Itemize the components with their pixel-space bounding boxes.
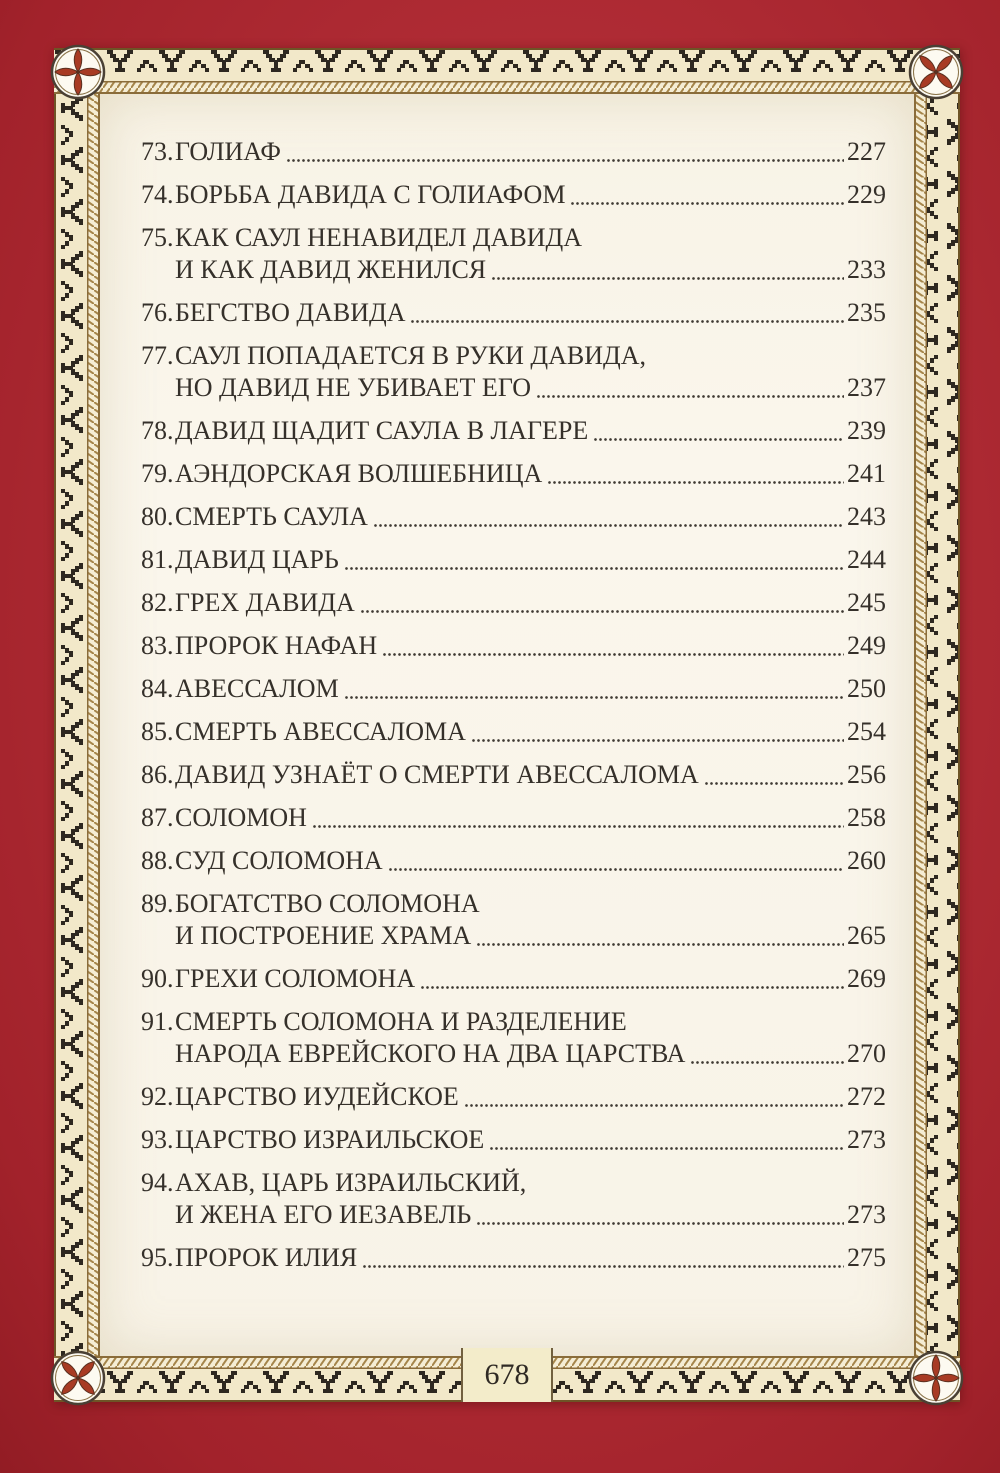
entry-title: СУД СОЛОМОНА (175, 846, 383, 875)
toc-entry-line (141, 1081, 886, 1113)
toc-entry-line (141, 340, 886, 372)
entry-number: 73. (141, 137, 174, 166)
entry-title: И КАК ДАВИД ЖЕНИЛСЯ (175, 255, 487, 284)
entry-page-number: 243 (847, 502, 886, 531)
corner-medallion-icon (907, 43, 965, 101)
entry-number: 74. (141, 180, 174, 209)
entry-title: ГРЕХ ДАВИДА (175, 588, 355, 617)
toc-entry-line (141, 415, 886, 447)
entry-number: 87. (141, 803, 174, 832)
toc-entry-line (141, 222, 886, 254)
dot-leader (411, 320, 844, 323)
entry-title: АВЕССАЛОМ (175, 674, 339, 703)
toc-entry-line (141, 1242, 886, 1274)
dot-leader (383, 653, 844, 656)
entry-page-number: 273 (847, 1125, 886, 1154)
entry-number: 88. (141, 846, 174, 875)
ornament-border-top (54, 48, 960, 94)
entry-title: БОГАТСТВО СОЛОМОНА (175, 889, 480, 918)
entry-title: ЦАРСТВО ИЗРАИЛЬСКОЕ (175, 1125, 485, 1154)
toc-entry-line (141, 673, 886, 705)
toc-entry (141, 1006, 886, 1070)
entry-page-number: 227 (847, 137, 886, 166)
entry-title: СМЕРТЬ СОЛОМОНА И РАЗДЕЛЕНИЕ (175, 1007, 627, 1036)
entry-number: 75. (141, 223, 174, 252)
entry-page-number: 256 (847, 760, 886, 789)
dot-leader (374, 524, 844, 527)
entry-number: 82. (141, 588, 174, 617)
ornament-border-left (54, 94, 100, 1356)
entry-page-number: 272 (847, 1082, 886, 1111)
toc-list (100, 94, 914, 1356)
entry-page-number: 244 (847, 545, 886, 574)
entry-title: СМЕРТЬ АВЕССАЛОМА (175, 717, 466, 746)
toc-entry (141, 630, 886, 662)
toc-entry-line (141, 920, 886, 952)
page-number-plate (461, 1348, 553, 1402)
toc-entry (141, 297, 886, 329)
entry-page-number: 245 (847, 588, 886, 617)
dot-leader (548, 481, 844, 484)
dot-leader (537, 395, 844, 398)
entry-page-number: 229 (847, 180, 886, 209)
entry-title: САУЛ ПОПАДАЕТСЯ В РУКИ ДАВИДА, (175, 341, 647, 370)
toc-entry (141, 415, 886, 447)
entry-title: НАРОДА ЕВРЕЙСКОГО НА ДВА ЦАРСТВА (175, 1039, 686, 1068)
entry-title: ПРОРОК ИЛИЯ (175, 1243, 358, 1272)
page-number: 678 (484, 1358, 530, 1391)
page-surface (100, 94, 914, 1356)
toc-entry (141, 1124, 886, 1156)
entry-page-number: 260 (847, 846, 886, 875)
entry-number: 85. (141, 717, 174, 746)
entry-title: ГРЕХИ СОЛОМОНА (175, 964, 416, 993)
toc-entry-line (141, 501, 886, 533)
entry-title: СОЛОМОН (175, 803, 307, 832)
toc-entry (141, 136, 886, 168)
toc-entry-line (141, 544, 886, 576)
toc-entry-line (141, 845, 886, 877)
toc-entry-line (141, 297, 886, 329)
dot-leader (477, 1222, 844, 1225)
dot-leader (465, 1104, 844, 1107)
entry-number: 86. (141, 760, 174, 789)
dot-leader (571, 202, 844, 205)
corner-medallion-icon (49, 43, 107, 101)
dot-leader (287, 159, 844, 162)
entry-title: КАК САУЛ НЕНАВИДЕЛ ДАВИДА (175, 223, 582, 252)
corner-medallion-icon (907, 1349, 965, 1407)
entry-page-number: 235 (847, 298, 886, 327)
toc-entry-line (141, 1199, 886, 1231)
entry-number: 92. (141, 1082, 174, 1111)
dot-leader (361, 610, 844, 613)
entry-page-number: 241 (847, 459, 886, 488)
entry-title: БОРЬБА ДАВИДА С ГОЛИАФОМ (175, 180, 566, 209)
dot-leader (490, 1147, 844, 1150)
entry-page-number: 270 (847, 1039, 886, 1068)
toc-entry (141, 1167, 886, 1231)
entry-title: НО ДАВИД НЕ УБИВАЕТ ЕГО (175, 373, 531, 402)
dot-leader (492, 277, 844, 280)
entry-number: 90. (141, 964, 174, 993)
entry-page-number: 275 (847, 1243, 886, 1272)
entry-page-number: 250 (847, 674, 886, 703)
toc-entry (141, 501, 886, 533)
entry-title: СМЕРТЬ САУЛА (175, 502, 368, 531)
entry-number: 94. (141, 1168, 174, 1197)
toc-entry-line (141, 716, 886, 748)
toc-entry-line (141, 254, 886, 286)
entry-title: И ПОСТРОЕНИЕ ХРАМА (175, 921, 472, 950)
toc-entry (141, 802, 886, 834)
entry-number: 84. (141, 674, 174, 703)
entry-number: 93. (141, 1125, 174, 1154)
entry-title: ДАВИД ЦАРЬ (175, 545, 339, 574)
entry-number: 80. (141, 502, 174, 531)
entry-number: 76. (141, 298, 174, 327)
entry-page-number: 273 (847, 1200, 886, 1229)
toc-entry (141, 544, 886, 576)
toc-entry (141, 845, 886, 877)
entry-number: 89. (141, 889, 174, 918)
dot-leader (313, 825, 844, 828)
corner-medallion-icon (49, 1349, 107, 1407)
entry-page-number: 269 (847, 964, 886, 993)
toc-entry (141, 1081, 886, 1113)
entry-number: 79. (141, 459, 174, 488)
dot-leader (345, 696, 844, 699)
dot-leader (363, 1265, 844, 1268)
dot-leader (421, 986, 844, 989)
toc-entry-line (141, 888, 886, 920)
toc-entry-line (141, 372, 886, 404)
entry-number: 91. (141, 1007, 174, 1036)
entry-title: И ЖЕНА ЕГО ИЕЗАВЕЛЬ (175, 1200, 472, 1229)
entry-number: 77. (141, 341, 174, 370)
dot-leader (345, 567, 844, 570)
toc-entry-line (141, 1038, 886, 1070)
page-frame (54, 48, 960, 1402)
entry-page-number: 237 (847, 373, 886, 402)
entry-title: БЕГСТВО ДАВИДА (175, 298, 406, 327)
dot-leader (691, 1061, 844, 1064)
entry-number: 83. (141, 631, 174, 660)
toc-entry (141, 179, 886, 211)
entry-title: ЦАРСТВО ИУДЕЙСКОЕ (175, 1082, 459, 1111)
entry-number: 95. (141, 1243, 174, 1272)
toc-entry-line (141, 630, 886, 662)
entry-page-number: 265 (847, 921, 886, 950)
toc-entry-line (141, 136, 886, 168)
entry-title: АХАВ, ЦАРЬ ИЗРАИЛЬСКИЙ, (175, 1168, 527, 1197)
toc-entry-line (141, 759, 886, 791)
toc-entry-line (141, 1167, 886, 1199)
toc-entry (141, 716, 886, 748)
dot-leader (594, 438, 844, 441)
entry-page-number: 233 (847, 255, 886, 284)
entry-page-number: 258 (847, 803, 886, 832)
entry-title: ДАВИД ЩАДИТ САУЛА В ЛАГЕРЕ (175, 416, 589, 445)
entry-number: 78. (141, 416, 174, 445)
toc-entry-line (141, 1124, 886, 1156)
toc-entry-line (141, 179, 886, 211)
dot-leader (389, 868, 844, 871)
dot-leader (705, 782, 844, 785)
toc-entry (141, 1242, 886, 1274)
toc-entry (141, 888, 886, 952)
entry-number: 81. (141, 545, 174, 574)
toc-entry (141, 222, 886, 286)
dot-leader (472, 739, 844, 742)
toc-entry-line (141, 963, 886, 995)
toc-entry (141, 340, 886, 404)
entry-title: ДАВИД УЗНАЁТ О СМЕРТИ АВЕССАЛОМА (175, 760, 699, 789)
entry-title: АЭНДОРСКАЯ ВОЛШЕБНИЦА (175, 459, 543, 488)
dot-leader (477, 943, 844, 946)
toc-entry (141, 458, 886, 490)
toc-entry (141, 759, 886, 791)
toc-entry-line (141, 587, 886, 619)
entry-title: ПРОРОК НАФАН (175, 631, 378, 660)
ornament-border-right (914, 94, 960, 1356)
toc-entry-line (141, 458, 886, 490)
entry-page-number: 254 (847, 717, 886, 746)
toc-entry (141, 587, 886, 619)
toc-entry (141, 673, 886, 705)
toc-entry-line (141, 1006, 886, 1038)
entry-page-number: 249 (847, 631, 886, 660)
toc-entry (141, 963, 886, 995)
toc-entry-line (141, 802, 886, 834)
entry-page-number: 239 (847, 416, 886, 445)
entry-title: ГОЛИАФ (175, 137, 281, 166)
